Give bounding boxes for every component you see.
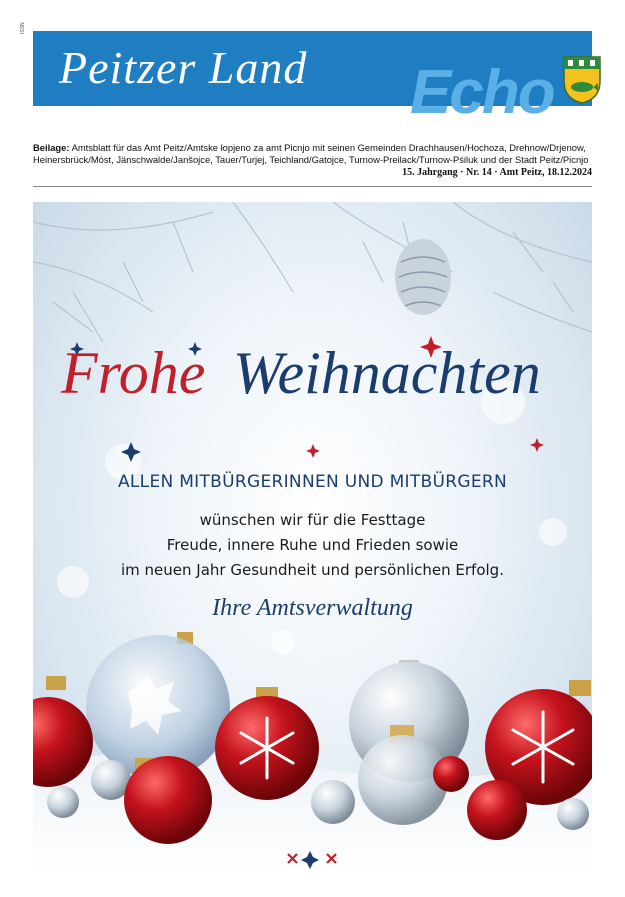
masthead-title: Peitzer Land [59,42,308,93]
photo-credit: © stock.adobe.com · Romolo Tavani [45,854,158,861]
divider [33,186,592,187]
supplement-label: Beilage: [33,142,70,153]
greeting-headline: ALLEN MITBÜRGERINNEN UND MITBÜRGERN [117,472,508,492]
christmas-greeting-card [33,202,592,872]
supplement-text: Amtsblatt für das Amt Peitz/Amtske łopjeno za amt Picnjo mit seinen Gemeinden Drachhausen/Hochoza, Drehnow/Drjenow, Heinersbrück/Móst, Jänschwalde/Janšojce, Tauer/Turjej, Teichland/Gatojce, Turnow-Preilack/Turnow-Pśiluk und der Stadt Peitz/Picnjo [33,142,589,165]
side-note: ISSN [20,22,26,34]
greeting-line-2: Freude, innere Ruhe und Frieden sowie [166,536,459,554]
frosted-branches [33,202,592,342]
greeting-frohe: Frohe [61,340,206,406]
greeting-signature: Ihre Amtsverwaltung [212,595,413,621]
masthead-echo: Echo [410,58,554,127]
greeting-line-3: im neuen Jahr Gesundheit und persönlichen Erfolg. [121,561,504,579]
supplement-note [33,142,593,166]
coat-of-arms-icon [562,55,602,105]
greeting-line-1: wünschen wir für die Festtage [199,511,426,529]
issue-info: 15. Jahrgang · Nr. 14 · Amt Peitz, 18.12.2024 [402,167,592,178]
pine-cone-icon [395,239,451,315]
greeting-weihnachten: Weihnachten [233,340,541,406]
